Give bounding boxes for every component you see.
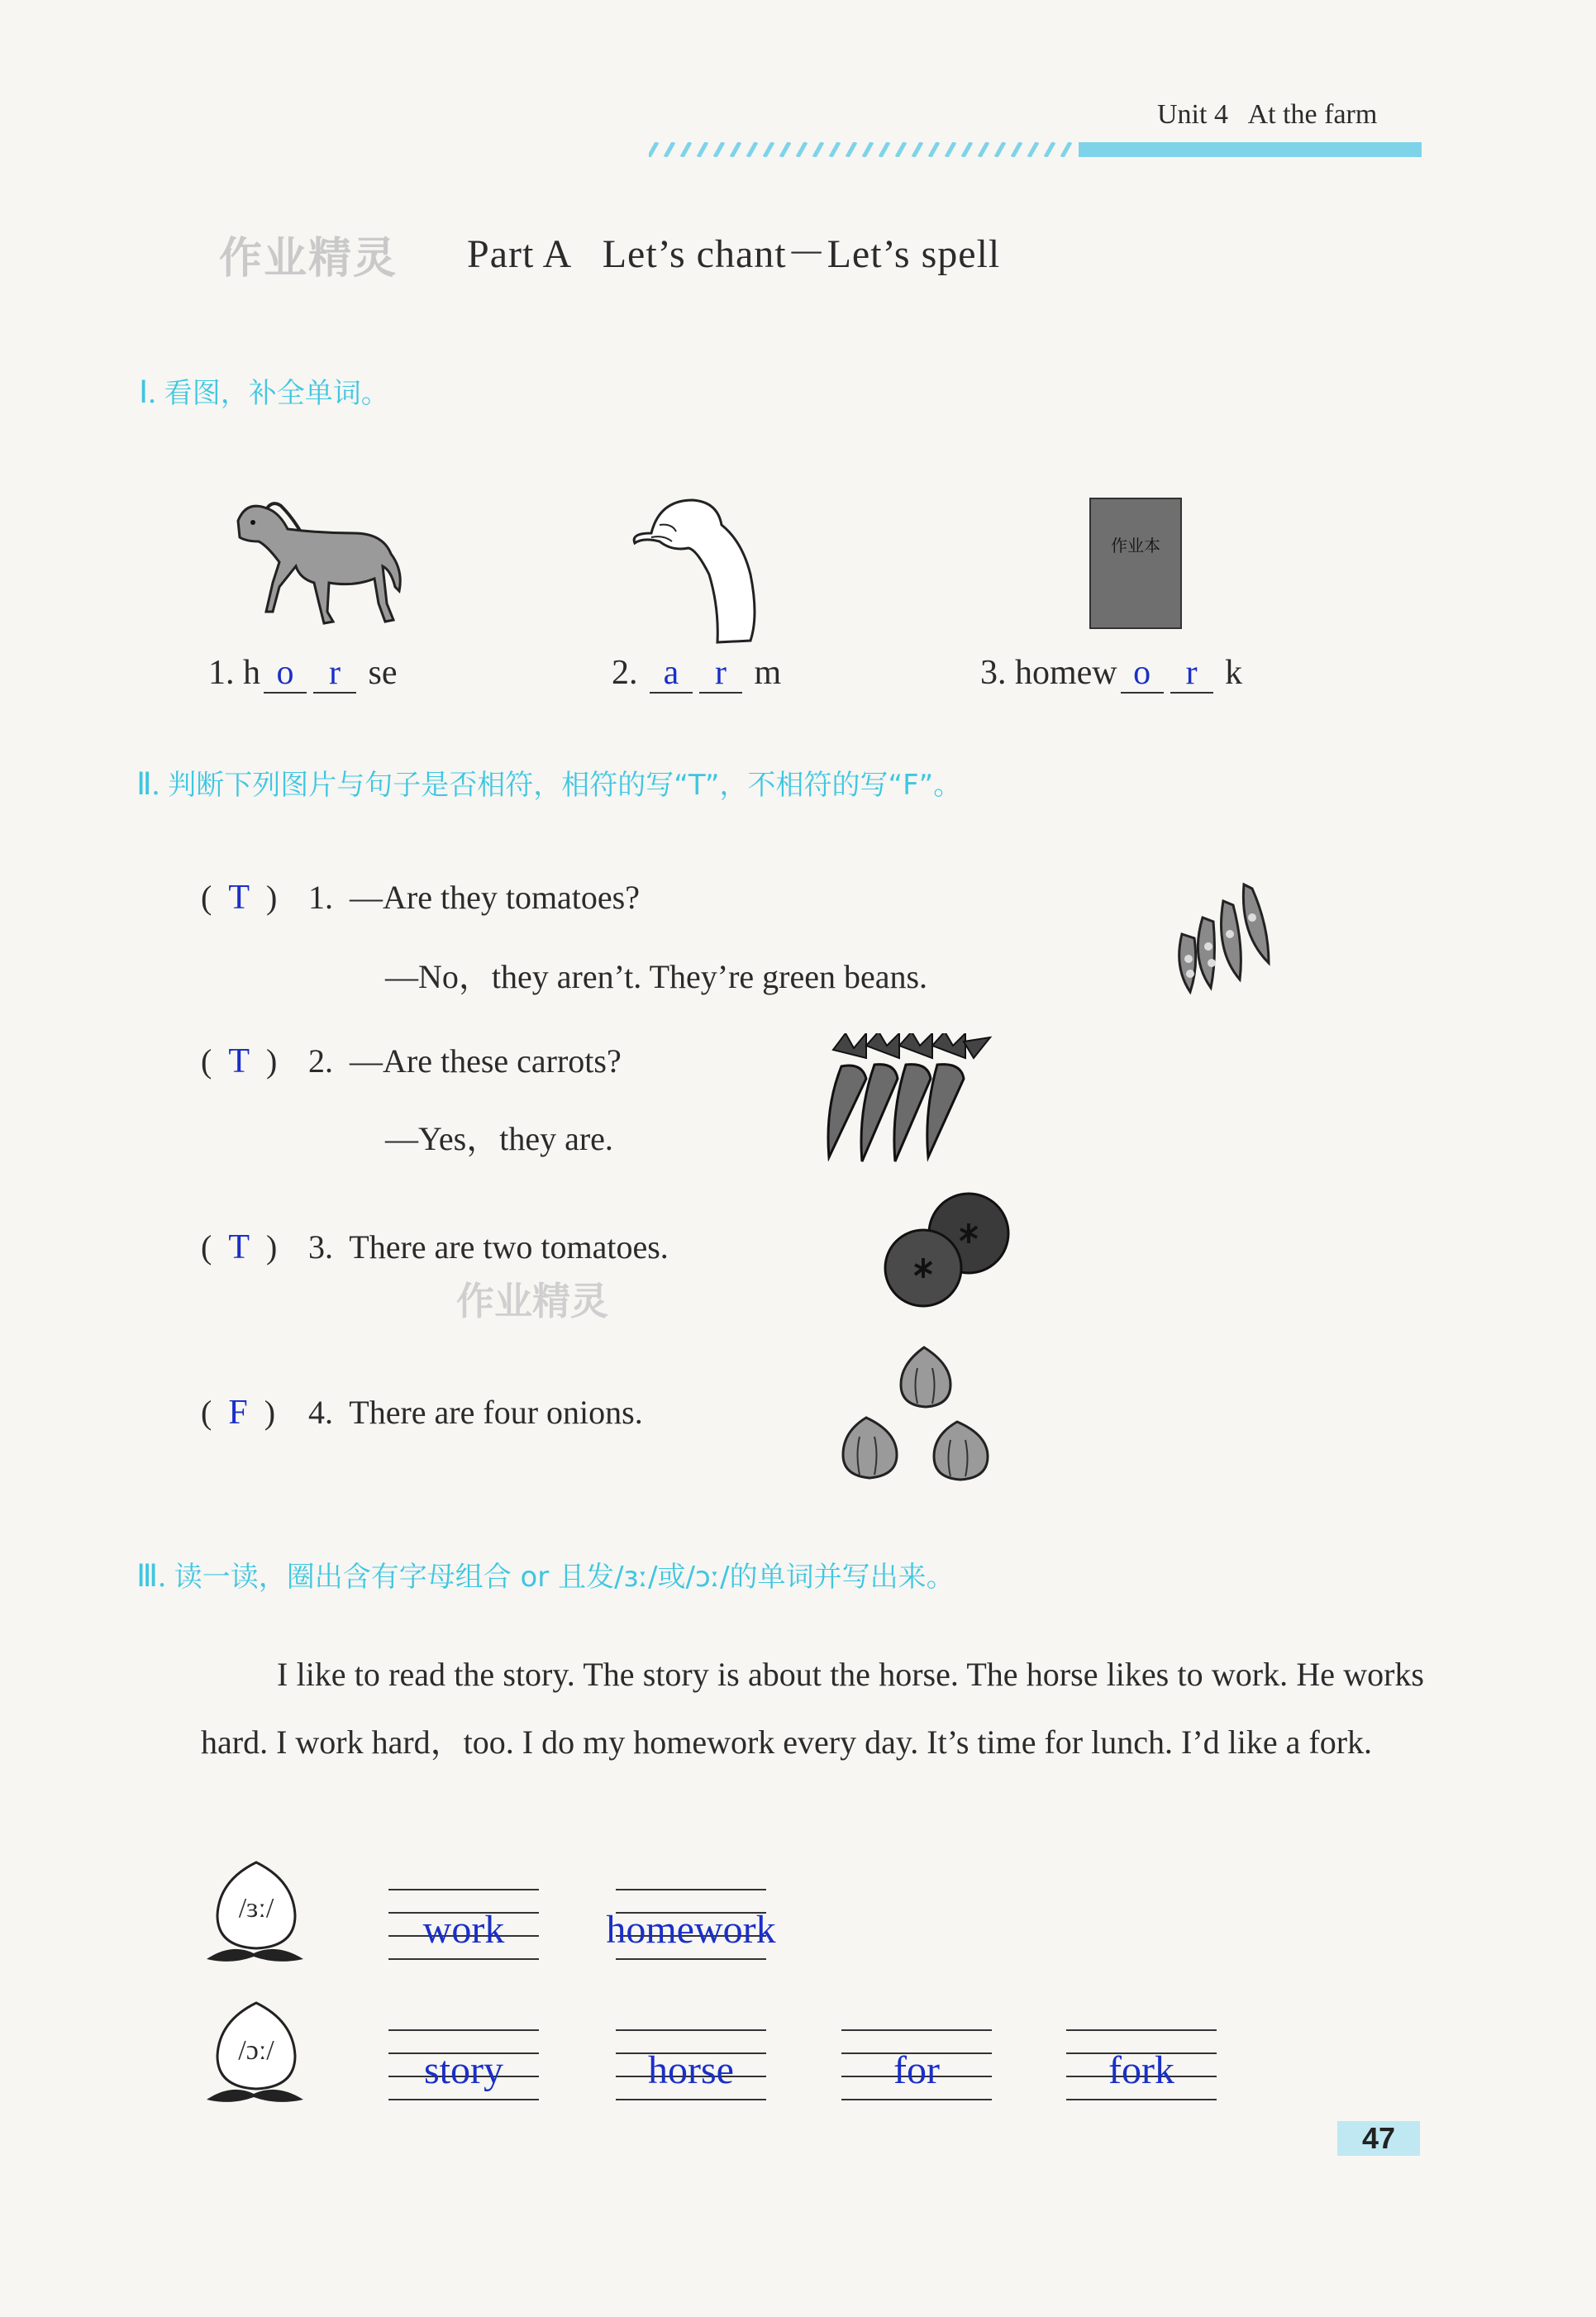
- passage-text: I like to read the story. The story is about the horse. The horse likes to work. He works hard. I work hard，too. I do my homework every day. It’s time for lunch. I’d like a fork.: [201, 1656, 1424, 1761]
- answer-word: for: [893, 2048, 940, 2092]
- word-item-2: [612, 653, 781, 694]
- answer-blank[interactable]: r: [313, 654, 356, 694]
- statement-text: There are two tomatoes.: [349, 1228, 669, 1266]
- item-number: 3.: [308, 1228, 333, 1266]
- answer-word: homework: [606, 1908, 776, 1952]
- answer-blank[interactable]: o: [1121, 654, 1164, 694]
- answer-blank[interactable]: a: [650, 654, 693, 694]
- statement-text: There are four onions.: [349, 1394, 643, 1431]
- section-1-instruction: 看图，补全单词。: [164, 377, 389, 410]
- item-number: 2.: [612, 654, 638, 692]
- word-item-3: [980, 653, 1242, 694]
- writing-line[interactable]: [388, 2029, 539, 2100]
- item-number: 4.: [308, 1394, 333, 1431]
- onions-picture: [835, 1339, 1000, 1488]
- horse-picture: [222, 496, 412, 636]
- word-suffix: se: [368, 654, 398, 692]
- brand-watermark: 作业精灵: [456, 1279, 608, 1323]
- writing-line[interactable]: [616, 2029, 766, 2100]
- answer-word: story: [424, 2048, 503, 2092]
- dialogue-line: —Yes，they are.: [385, 1120, 613, 1157]
- writing-line[interactable]: [388, 1889, 539, 1960]
- answer-mark[interactable]: F: [228, 1394, 248, 1432]
- answer-word: fork: [1108, 2048, 1174, 2092]
- answer-word: work: [422, 1908, 505, 1952]
- word-prefix: h: [243, 654, 260, 692]
- answer-mark[interactable]: T: [228, 879, 250, 917]
- section-2-heading: [136, 762, 961, 803]
- writing-line[interactable]: [606, 1889, 776, 1960]
- phoneme-label: /ɜː/: [238, 1893, 274, 1924]
- word-suffix: k: [1225, 654, 1243, 692]
- section-1-numeral: Ⅰ.: [139, 375, 156, 410]
- judge-item-4: ( F ) 4. There are four onions.: [201, 1394, 643, 1432]
- item-number: 1.: [308, 879, 333, 916]
- section-3-numeral: Ⅲ.: [136, 1559, 166, 1594]
- judge-item-3: ( T ) 3. There are two tomatoes.: [201, 1228, 669, 1266]
- dialogue-line: —No，they aren’t. They’re green beans.: [385, 958, 928, 995]
- judge-item-2: ( T ) 2. —Are these carrots?: [201, 1042, 622, 1080]
- section-2-instruction: 判断下列图片与句子是否相符，相符的写“T”，不相符的写“F”。: [168, 769, 962, 802]
- page-title: Part A Let’s chant－Let’s spell: [467, 232, 1001, 276]
- writing-line[interactable]: [841, 2029, 992, 2100]
- unit-title: At the farm: [1247, 99, 1378, 130]
- header-stripe: [649, 142, 1422, 157]
- answer-mark[interactable]: T: [228, 1042, 250, 1080]
- notebook-label: 作业本: [1111, 536, 1160, 555]
- unit-label: Unit 4: [1157, 99, 1228, 130]
- answer-word: horse: [648, 2048, 734, 2092]
- answer-mark[interactable]: T: [228, 1228, 250, 1266]
- word-suffix: m: [754, 654, 782, 692]
- section-1-heading: [139, 370, 389, 411]
- dialogue-line: —Are these carrots?: [350, 1042, 622, 1080]
- tomatoes-picture: [878, 1192, 1018, 1308]
- item-number: 3.: [980, 654, 1007, 692]
- unit-header: [1157, 99, 1377, 131]
- phoneme-label: /ɔː/: [238, 2035, 274, 2066]
- reading-passage: [201, 1641, 1424, 1776]
- answer-blank[interactable]: o: [264, 654, 307, 694]
- carrots-picture: [817, 1033, 998, 1174]
- writing-line[interactable]: [1066, 2029, 1217, 2100]
- word-prefix: homew: [1015, 654, 1117, 692]
- answer-blank[interactable]: r: [1170, 654, 1213, 694]
- item-number: 1.: [208, 654, 235, 692]
- judge-item-1: ( T ) 1. —Are they tomatoes?: [201, 879, 640, 917]
- word-item-1: [208, 653, 398, 694]
- dialogue-line: —Are they tomatoes?: [350, 879, 640, 916]
- arm-picture: [626, 492, 775, 649]
- page-number: 47: [1361, 2121, 1396, 2155]
- green-beans-picture: [1165, 868, 1289, 1000]
- answer-blank[interactable]: r: [699, 654, 742, 694]
- item-number: 2.: [308, 1042, 333, 1080]
- section-2-numeral: Ⅱ.: [136, 767, 160, 802]
- section-3-instruction: 读一读，圈出含有字母组合 or 且发/ɜː/或/ɔː/的单词并写出来。: [174, 1561, 955, 1594]
- brand-watermark: 作业精灵: [219, 234, 398, 284]
- notebook-picture: [1089, 498, 1182, 629]
- section-3-heading: [136, 1554, 955, 1595]
